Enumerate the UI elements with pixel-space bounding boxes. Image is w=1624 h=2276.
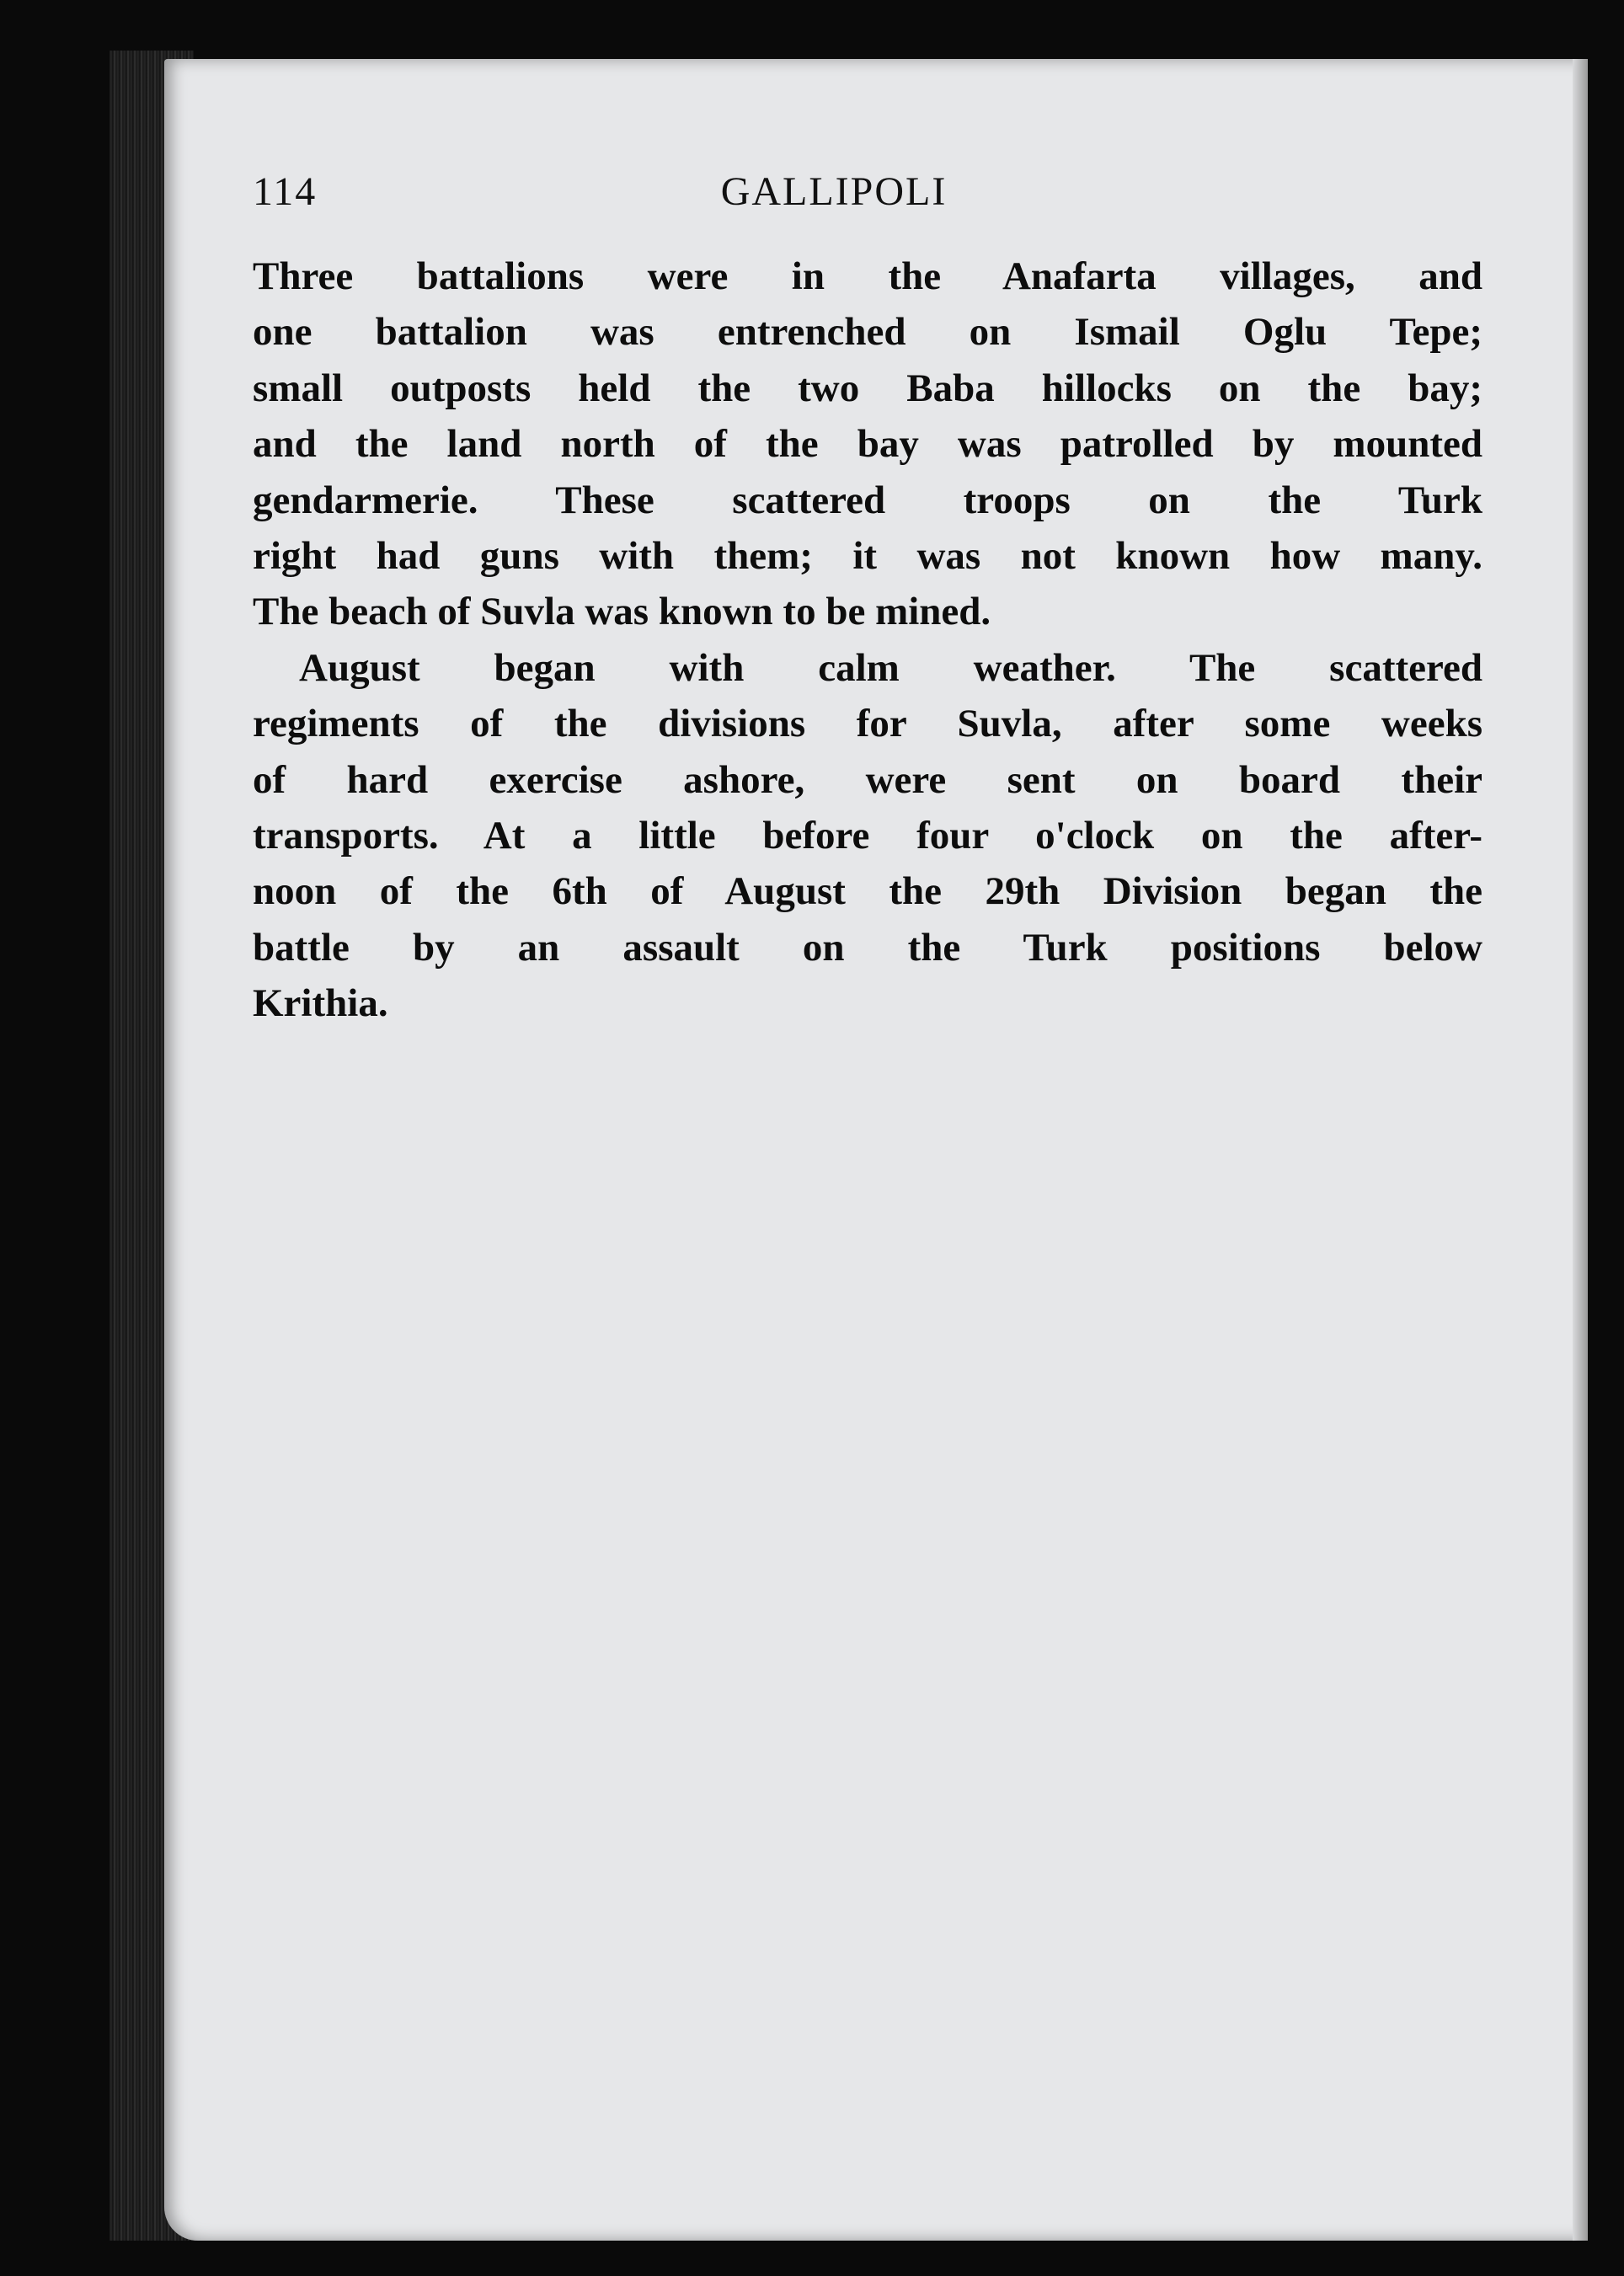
text-line: August began with calm weather. The scattered [299,645,1482,690]
paragraph-2 [253,640,1482,1032]
text-line: transports. At a little before four o'clock on the after- [253,814,1482,858]
page-number: 114 [253,169,318,214]
text-line: gendarmerie. These scattered troops on the Turk [253,478,1482,522]
text-line: one battalion was entrenched on Ismail Oglu Tepe; [253,310,1482,355]
text-line: Krithia. [253,981,388,1026]
text-line: Three battalions were in the Anafarta villages, and [253,254,1482,298]
book-title: GALLIPOLI [720,169,948,214]
paragraph-1 [253,248,1482,640]
text-line: of hard exercise ashore, were sent on board their [253,757,1482,802]
page-gutter-shadow [1573,59,1588,2241]
text-line: The beach of Suvla was known to be mined. [253,590,991,634]
text-line: and the land north of the bay was patrolled by mounted [253,422,1482,467]
text-line: right had guns with them; it was not known how many. [253,534,1482,579]
running-head [253,168,1482,236]
text-line: regiments of the divisions for Suvla, after some weeks [253,702,1482,746]
text-line: battle by an assault on the Turk positions below [253,925,1482,970]
text-line: small outposts held the two Baba hillocks on the bay; [253,366,1482,410]
body-text [253,248,1482,1032]
text-line: noon of the 6th of August the 29th Division began the [253,869,1482,914]
